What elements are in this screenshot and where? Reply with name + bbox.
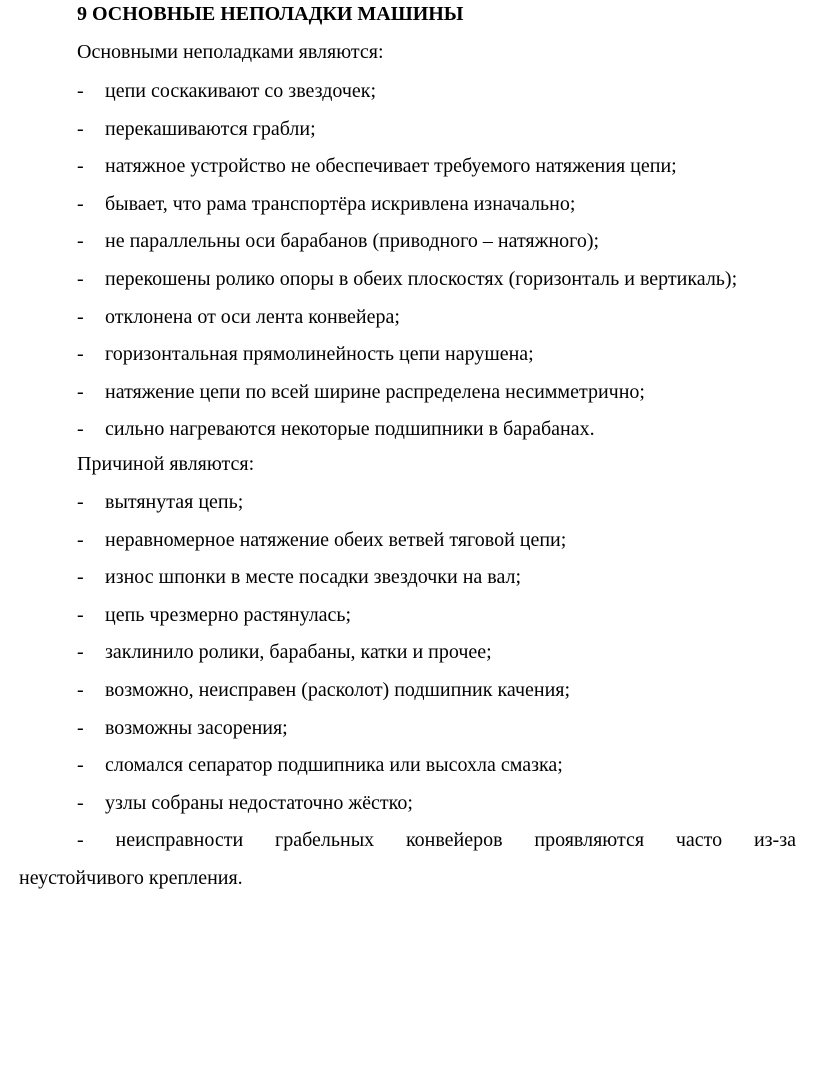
list-item: бывает, что рама транспортёра искривлена изначально; [105,192,576,215]
list-bullet: - [77,791,84,814]
list-item: натяжение цепи по всей ширине распределена несимметрично; [105,380,645,403]
list-item: заклинило ролики, барабаны, катки и прочее; [105,641,492,664]
list-bullet: - [77,268,84,290]
last-list-item [77,828,796,852]
last-item-word: проявляются [534,829,645,851]
list-item: отклонена от оси лента конвейера; [105,305,400,328]
last-item-word: из-за [753,829,796,851]
list-item: вытянутая цепь; [105,491,244,513]
list-bullet: - [77,343,84,366]
list-bullet: - [77,192,84,215]
section-heading: 9 ОСНОВНЫЕ НЕПОЛАДКИ МАШИНЫ [77,3,464,25]
list-item: возможны засорения; [105,716,288,739]
list-item: сломался сепаратор подшипника или высохла смазка; [105,754,563,777]
last-item-word: неисправности [115,829,244,851]
list-item: перекашиваются грабли; [105,117,316,140]
last-item-word: конвейеров [405,829,503,851]
last-item-word: часто [675,829,723,851]
list-item: неравномерное натяжение обеих ветвей тяговой цепи; [105,528,567,551]
list-bullet: - [77,155,84,178]
last-item-word: - [77,829,84,851]
list-bullet: - [77,603,84,626]
list-bullet: - [77,418,84,441]
list-bullet: - [77,380,84,403]
list-bullet: - [77,528,84,551]
list-bullet: - [77,117,84,140]
list-bullet: - [77,230,84,253]
list-item: горизонтальная прямолинейность цепи нарушена; [105,343,534,366]
causes-intro: Причиной являются: [77,453,255,475]
list-bullet: - [77,80,84,102]
list-bullet: - [77,754,84,777]
list-bullet: - [77,679,84,701]
list-item: натяжное устройство не обеспечивает требуемого натяжения цепи; [105,155,677,178]
list-item: цепи соскакивают со звездочек; [105,80,377,102]
list-bullet: - [77,716,84,739]
last-item-continuation: неустойчивого крепления. [19,867,243,889]
list-item: узлы собраны недостаточно жёстко; [105,791,413,814]
list-item: цепь чрезмерно растянулась; [105,603,352,626]
list-bullet: - [77,566,84,589]
list-item: возможно, неисправен (расколот) подшипник качения; [105,679,571,701]
faults-intro: Основными неполадками являются: [77,41,384,63]
list-item: износ шпонки в месте посадки звездочки на вал; [105,566,522,589]
list-bullet: - [77,305,84,328]
list-item: не параллельны оси барабанов (приводного – натяжного); [105,230,600,253]
list-bullet: - [77,491,84,513]
list-bullet: - [77,641,84,664]
last-item-word: грабельных [275,829,375,851]
list-item: перекошены ролико опоры в обеих плоскостях (горизонталь и вертикаль); [105,268,738,290]
list-item: сильно нагреваются некоторые подшипники в барабанах. [105,418,595,441]
